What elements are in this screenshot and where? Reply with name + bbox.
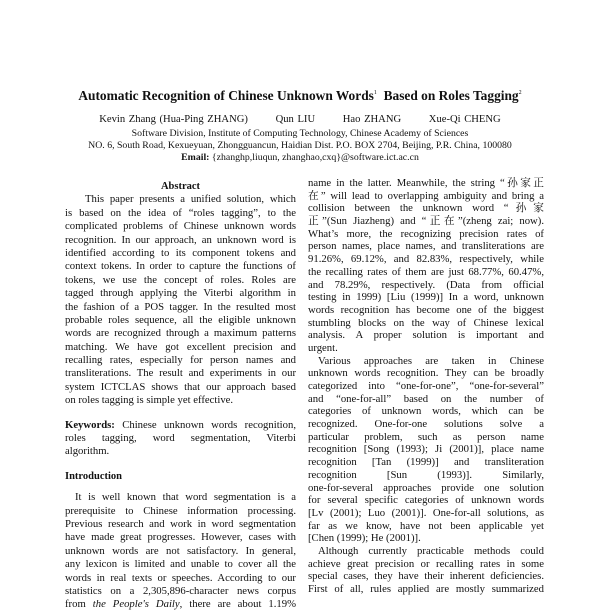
title-text-2: Based on Roles Tagging — [383, 88, 519, 103]
text-line: far as we know, have not been applicable yet — [308, 519, 544, 532]
text-line: analysis. A proper solution is important and — [308, 329, 544, 342]
author: Qun LIU — [275, 114, 316, 125]
text-line: special cases, they have their inherent deficiencies. — [308, 570, 544, 583]
text-line: and 78.29%, respectively. (Data from official — [308, 278, 544, 291]
keywords-label: Keywords: — [65, 418, 115, 431]
author-list — [0, 114, 600, 125]
title-text: Automatic Recognition of Chinese Unknown Words — [78, 88, 374, 103]
text-line: [Lv (2001); Luo (2001)]. One-for-all solutions, as — [308, 506, 544, 519]
text-line: matching. We have got excellent precision and — [65, 340, 296, 353]
abstract-body — [65, 193, 296, 407]
text-line: probable roles sequence, all the eligible unknown — [65, 313, 296, 326]
email — [0, 152, 600, 163]
text-line: 正”(Sun Jiazheng) and “正在”(zheng zai; now). — [308, 215, 544, 228]
text-line: words recognition has become one of the biggest — [308, 303, 544, 316]
paper-title — [0, 88, 600, 104]
text-line: name in the latter. Meanwhile, the string “孙家正 — [308, 177, 544, 189]
text-line — [65, 598, 296, 611]
text-line: context tokens. In order to capture the functions of — [65, 260, 296, 273]
text-line: transliterations. The result and experiments in our — [65, 367, 296, 380]
text-line: recognition [Tan (1999)] and transliteration — [308, 456, 544, 469]
text-line: words are recognized through a maximum patterns — [65, 327, 296, 340]
text-line: one-for-several approaches provide one solution — [308, 481, 544, 494]
text-line: recalling rates, especially for person names and — [65, 354, 296, 367]
author: Xue-Qi CHENG — [428, 114, 501, 125]
introduction-heading: Introduction — [65, 470, 122, 482]
text-line: categorized into “one-for-one”, “one-for-several” — [308, 380, 544, 392]
text-line: categories of unknown words, which can be — [308, 405, 544, 418]
text-line: is based on the idea of “roles tagging”, to the — [65, 206, 296, 219]
text-line: Although currently practicable methods could — [318, 544, 544, 557]
text-line: 91.26%, 69.12%, and 82.83%, respectively, while — [308, 253, 544, 266]
text-line: system ICTCLAS shows that our approach based — [65, 380, 296, 393]
text-line: the fashion of a POS tagger. In the resulted most — [65, 300, 296, 313]
text-line: Various approaches are taken in Chinese — [318, 354, 544, 367]
text-line: It is well known that word segmentation is a — [75, 491, 296, 504]
source-name: the People's Daily — [92, 598, 180, 611]
author: Kevin Zhang (Hua-Ping ZHANG) — [99, 114, 248, 125]
text-line: complicated problems of Chinese unknown words — [65, 220, 296, 233]
keywords-line: roles tagging, word segmentation, Viterbi — [65, 432, 296, 445]
text-line: words in real texts or speeches. According to our — [65, 571, 296, 584]
text-line: any lexicon is limited and unable to cover all the — [65, 558, 296, 571]
text-line: First of all, rules applied are mostly summarized — [308, 583, 544, 595]
text-line: tagged through applying the Viterbi algorithm in — [65, 287, 296, 300]
text-line: 在” will lead to overlapping ambiguity and bring a — [308, 189, 544, 202]
keywords-line: algorithm. — [65, 445, 110, 458]
address: NO. 6, South Road, Kexueyuan, Zhongguancun, Haidian Dist. P.O. BOX 2704, Beijing, P.R. China, 100080 — [88, 140, 512, 151]
right-column — [308, 177, 544, 596]
introduction-body — [65, 491, 296, 598]
text-line: testing in 1999) [Liu (1999)] In a word, unknown — [308, 291, 544, 304]
text-line: unknown words are not satisfactory. In general, — [65, 544, 296, 557]
text-line: Previous research and work in word segmentation — [65, 517, 296, 530]
text-line: for several specific categories of unknown words — [308, 494, 544, 507]
text-line: collision between the unknown word “孙家 — [308, 202, 544, 215]
text-line: What’s more, the recognizing precision rates of — [308, 227, 544, 240]
footnote-mark-1: 1 — [373, 90, 377, 96]
text-line: recognition. In our approach, an unknown word is — [65, 233, 296, 246]
footnote-mark-2: 2 — [518, 90, 522, 96]
text-line: have made great progresses. However, cases with — [65, 531, 296, 544]
email-value: {zhanghp,liuqun, zhanghao,cxq}@software.ict.ac.cn — [211, 152, 419, 163]
text-line: person names, place names, and transliterations are — [308, 240, 544, 253]
left-column — [65, 180, 296, 612]
text-line: recognition [Song (1993); Ji (2001)], place name — [308, 443, 544, 456]
text-line: prerequisite to Chinese information processing. — [65, 504, 296, 517]
text-line: [Chen (1999); He (2001)]. — [308, 532, 421, 545]
text-span: , there are about 1.19% — [179, 598, 296, 611]
text-line: on roles tagging is simple yet effective. — [65, 394, 234, 407]
text-line: achieve great precision or recalling rates in some — [308, 557, 544, 570]
text-line: tokens, we use the concept of roles. Roles are — [65, 273, 296, 286]
text-span: from — [65, 598, 93, 611]
text-line: recognized. One-for-one solutions solve a — [308, 418, 544, 431]
text-line: and “one-for-all” based on the number of — [308, 392, 544, 405]
text-line: stumbling blocks on the way of Chinese lexical — [308, 316, 544, 329]
keywords-line — [65, 419, 296, 432]
text-line: identified according to its component tokens and — [65, 246, 296, 259]
email-label: Email: — [181, 152, 210, 163]
text-line: recognition [Sun (1993)]. Similarly, — [308, 468, 544, 481]
text-line: statistics on a 2,305,896-character news corpus — [65, 584, 296, 597]
author: Hao ZHANG — [342, 114, 402, 125]
abstract-heading: Abstract — [160, 181, 201, 192]
text-line: unknown words recognition. They can be broadly — [308, 367, 544, 380]
text-line: urgent. — [308, 341, 338, 354]
text-line: particular problem, such as person name — [308, 430, 544, 443]
text-line: This paper presents a unified solution, which — [85, 193, 296, 206]
text-line: the recalling rates of them are just 68.77%, 60.47%, — [308, 265, 544, 278]
affiliation: Software Division, Institute of Computing Technology, Chinese Academy of Sciences — [131, 128, 469, 139]
keywords-text: Chinese unknown words recognition, — [114, 418, 296, 431]
